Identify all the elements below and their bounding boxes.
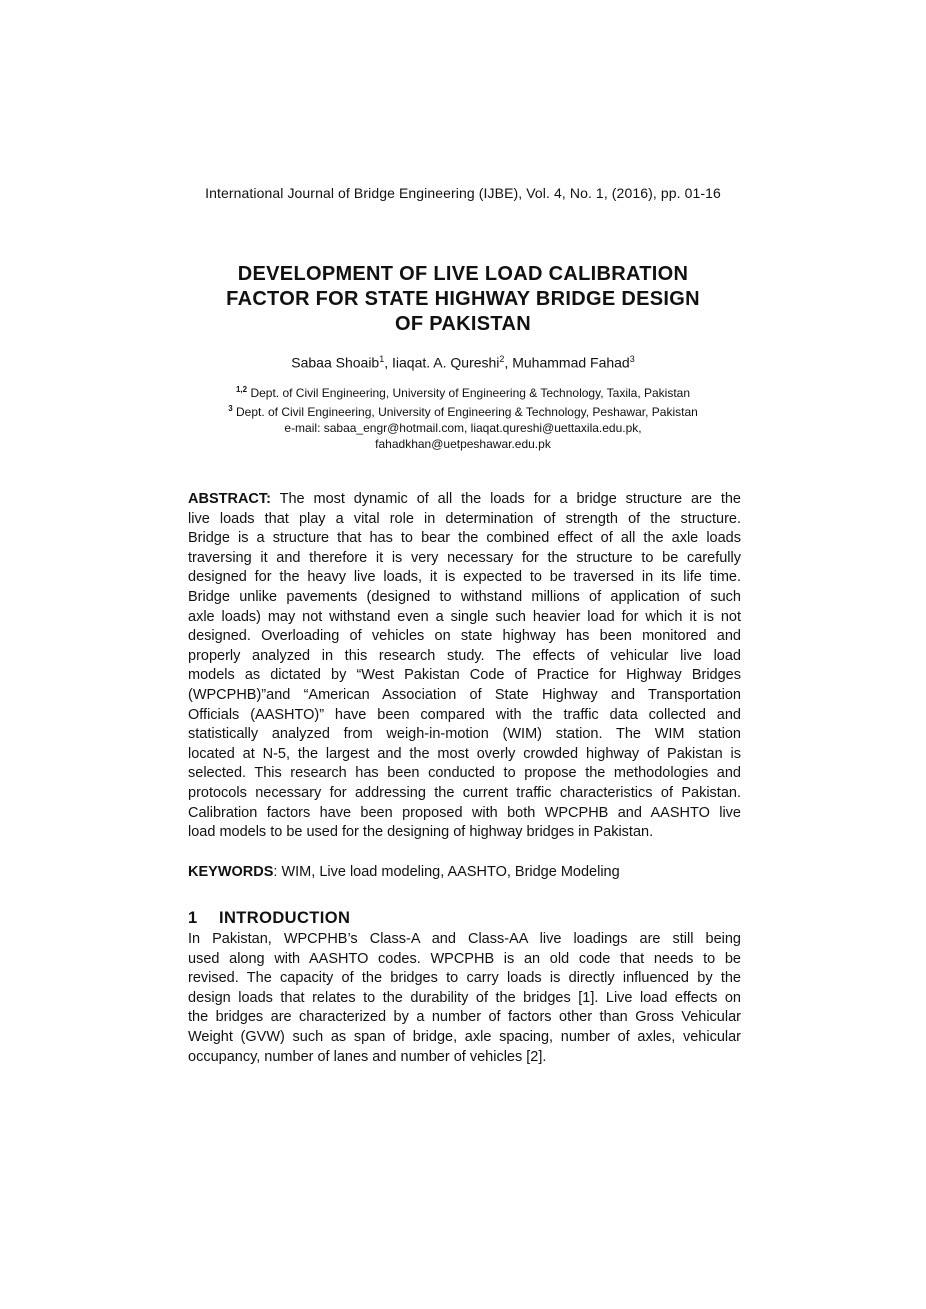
email-line: fahadkhan@uetpeshawar.edu.pk — [375, 437, 551, 451]
keywords-label: KEYWORDS — [188, 864, 274, 880]
title-line: DEVELOPMENT OF LIVE LOAD CALIBRATION — [237, 263, 689, 285]
abstract-line: located at N-5, the largest and the most overly crowded highway of Pakistan is — [188, 745, 741, 762]
abstract-line: protocols necessary for addressing the current traffic characteristics of Pakistan. — [188, 784, 741, 801]
affiliation-text: Dept. of Civil Engineering, University of Engineering & Technology, Peshawar, Pakistan — [232, 405, 698, 419]
abstract-line: Officials (AASHTO)” have been compared with the traffic data collected and — [188, 706, 741, 723]
body-line: revised. The capacity of the bridges to carry loads is directly influenced by the — [188, 970, 741, 987]
abstract-line: axle loads) may not withstand even a single such heavier load for which it is not — [188, 608, 741, 625]
author-affiliation-mark: 2 — [499, 354, 505, 364]
section-number: 1 — [188, 909, 198, 927]
abstract-line — [188, 490, 741, 510]
abstract-line: (WPCPHB)”and “American Association of State Highway and Transportation — [188, 686, 741, 703]
author-name: Iiaqat. A. Qureshi — [392, 354, 500, 371]
paper-title — [150, 262, 776, 337]
section-title: INTRODUCTION — [219, 909, 351, 927]
author-separator: , — [504, 354, 513, 371]
affiliation-mark: 1,2 — [235, 385, 248, 394]
author-name: Muhammad Fahad — [512, 354, 630, 371]
section-heading-introduction — [188, 909, 350, 928]
abstract-line: live loads that play a vital role in determination of strength of the structure. — [188, 510, 741, 527]
abstract-line: models as dictated by “West Pakistan Code of Practice for Highway Bridges — [188, 667, 741, 684]
abstract-line-text: The most dynamic of all the loads for a bridge structure are the — [270, 491, 741, 507]
body-line: used along with AASHTO codes. WPCPHB is an old code that needs to be — [188, 950, 741, 967]
body-line: Weight (GVW) such as span of bridge, axle spacing, number of axles, vehicular — [188, 1028, 741, 1045]
keywords — [188, 863, 741, 883]
affiliation-line — [0, 401, 926, 420]
abstract-label: ABSTRACT: — [188, 491, 271, 507]
author-affiliation-mark: 1 — [379, 354, 385, 364]
abstract-line: statistically analyzed from weigh-in-motion (WIM) station. The WIM station — [188, 726, 741, 743]
affiliations — [0, 382, 926, 452]
affiliation-line — [0, 382, 926, 401]
body-line: occupancy, number of lanes and number of vehicles [2]. — [188, 1048, 547, 1065]
running-header: International Journal of Bridge Engineering (IJBE), Vol. 4, No. 1, (2016), pp. 01-16 — [205, 185, 721, 201]
abstract-line: designed. Overloading of vehicles on state highway has been monitored and — [188, 628, 741, 645]
title-line: OF PAKISTAN — [395, 313, 531, 335]
introduction-body — [188, 930, 741, 1067]
abstract-line: Bridge is a structure that has to bear the combined effect of all the axle loads — [188, 530, 741, 547]
affiliation-mark: 3 — [228, 404, 233, 413]
abstract-line: designed for the heavy live loads, it is expected to be traversed in its life time. — [188, 569, 741, 586]
email-line: e-mail: sabaa_engr@hotmail.com, liaqat.qureshi@uettaxila.edu.pk, — [284, 421, 642, 435]
title-line: FACTOR FOR STATE HIGHWAY BRIDGE DESIGN — [226, 288, 700, 310]
affiliation-text: Dept. of Civil Engineering, University of Engineering & Technology, Taxila, Pakistan — [247, 386, 691, 400]
body-line: the bridges are characterized by a number of factors other than Gross Vehicular — [188, 1009, 741, 1026]
abstract-line: traversing it and therefore it is very necessary for the structure to be carefully — [188, 549, 741, 566]
abstract-line: properly analyzed in this research study. The effects of vehicular live load — [188, 647, 741, 664]
abstract-line: Calibration factors have been proposed with both WPCPHB and AASHTO live — [188, 804, 741, 821]
abstract-line: load models to be used for the designing of highway bridges in Pakistan. — [188, 824, 654, 841]
author-list — [0, 354, 926, 371]
abstract-line: Bridge unlike pavements (designed to withstand millions of application of such — [188, 588, 741, 605]
body-line: design loads that relates to the durability of the bridges [1]. Live load effects on — [188, 989, 741, 1006]
abstract — [188, 490, 741, 843]
author-name: Sabaa Shoaib — [291, 354, 380, 371]
keywords-text: : WIM, Live load modeling, AASHTO, Bridge Modeling — [273, 864, 620, 880]
author-affiliation-mark: 3 — [629, 354, 635, 364]
body-line: In Pakistan, WPCPHB’s Class-A and Class-AA live loadings are still being — [188, 931, 741, 947]
abstract-line: selected. This research has been conducted to propose the methodologies and — [188, 765, 741, 782]
author-separator: , — [384, 354, 393, 371]
